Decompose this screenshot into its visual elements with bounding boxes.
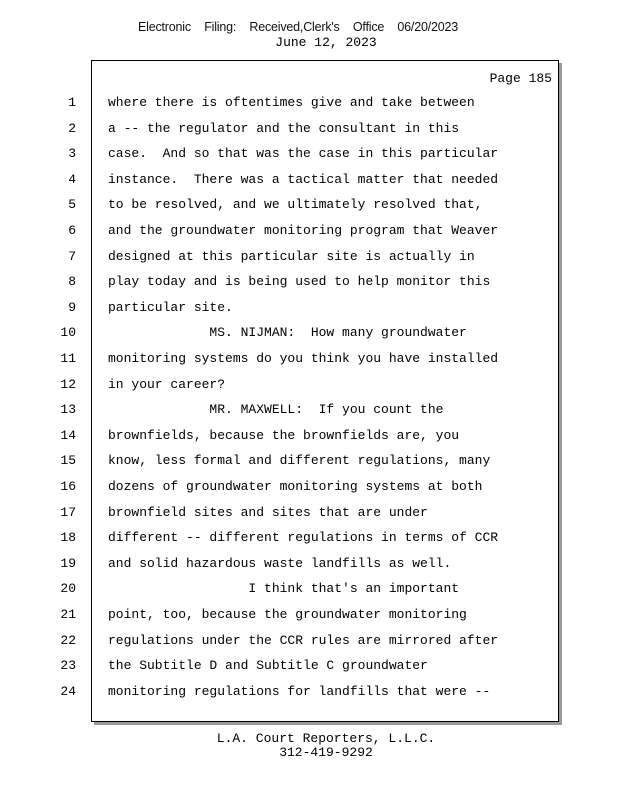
filing-stamp-word-4: Office [352, 20, 385, 34]
electronic-filing-stamp [0, 20, 596, 34]
line-number: 1 [68, 95, 76, 110]
line-number: 4 [68, 171, 76, 187]
filing-stamp-word-3: Received,Clerk's [249, 20, 340, 34]
line-number: 11 [60, 351, 76, 366]
line-text: point, too, because the groundwater monitoring [108, 607, 467, 622]
court-reporter-phone: 312-419-9292 [279, 745, 373, 760]
line-text: play today and is being used to help monitor this [108, 274, 491, 290]
line-text: the Subtitle D and Subtitle C groundwater [108, 658, 428, 674]
transcript-date: June 12, 2023 [275, 35, 377, 50]
line-number: 6 [68, 223, 76, 238]
line-text: I think that's an important [108, 581, 460, 597]
line-text: and solid hazardous waste landfills as well. [108, 555, 452, 571]
line-number: 14 [60, 427, 76, 443]
line-number: 12 [60, 376, 76, 392]
line-number: 21 [60, 607, 76, 622]
line-text: where there is oftentimes give and take between [108, 95, 475, 110]
line-text: brownfield sites and sites that are under [108, 504, 428, 520]
filing-stamp-word-1: Electronic [138, 20, 191, 34]
line-number: 18 [60, 530, 76, 546]
line-number: 5 [68, 197, 76, 213]
line-number: 22 [60, 632, 76, 648]
line-text: to be resolved, and we ultimately resolved that, [108, 197, 483, 213]
line-number: 10 [60, 325, 76, 341]
filing-stamp-word-2: Filing: [204, 20, 237, 34]
line-text: case. And so that was the case in this particular [108, 146, 499, 162]
page-number: Page 185 [489, 71, 552, 86]
line-number: 9 [68, 299, 76, 315]
line-text: instance. There was a tactical matter that needed [108, 171, 499, 187]
line-text: MS. NIJMAN: How many groundwater [108, 325, 467, 341]
line-number: 17 [60, 504, 76, 520]
line-number: 2 [68, 120, 76, 136]
court-reporter-name: L.A. Court Reporters, L.L.C. [216, 731, 436, 746]
line-number: 24 [60, 683, 76, 699]
line-number: 15 [60, 453, 76, 469]
line-text: dozens of groundwater monitoring systems at both [108, 479, 483, 494]
line-number: 13 [60, 402, 76, 418]
line-text: different -- different regulations in terms of CCR [108, 530, 499, 546]
line-number: 23 [60, 658, 76, 674]
line-number: 3 [68, 146, 76, 162]
footer [0, 732, 618, 760]
line-number: 19 [60, 555, 76, 571]
line-text: particular site. [108, 299, 233, 315]
line-text: know, less formal and different regulations, many [108, 453, 491, 469]
line-text: monitoring regulations for landfills that were -- [108, 683, 491, 699]
line-number: 16 [60, 479, 76, 494]
transcript-page [60, 60, 559, 722]
line-number: 20 [60, 581, 76, 597]
line-number: 7 [68, 248, 76, 264]
line-text: brownfields, because the brownfields are, you [108, 427, 460, 443]
line-text: regulations under the CCR rules are mirrored after [108, 632, 499, 648]
line-text: a -- the regulator and the consultant in this [108, 120, 460, 136]
line-text: and the groundwater monitoring program that Weaver [108, 223, 499, 238]
filing-stamp-date: 06/20/2023 [397, 20, 458, 34]
line-text: in your career? [108, 376, 226, 392]
line-number: 8 [68, 274, 76, 290]
line-text: designed at this particular site is actually in [108, 248, 475, 264]
line-text: MR. MAXWELL: If you count the [108, 402, 444, 418]
line-text: monitoring systems do you think you have installed [108, 351, 499, 366]
